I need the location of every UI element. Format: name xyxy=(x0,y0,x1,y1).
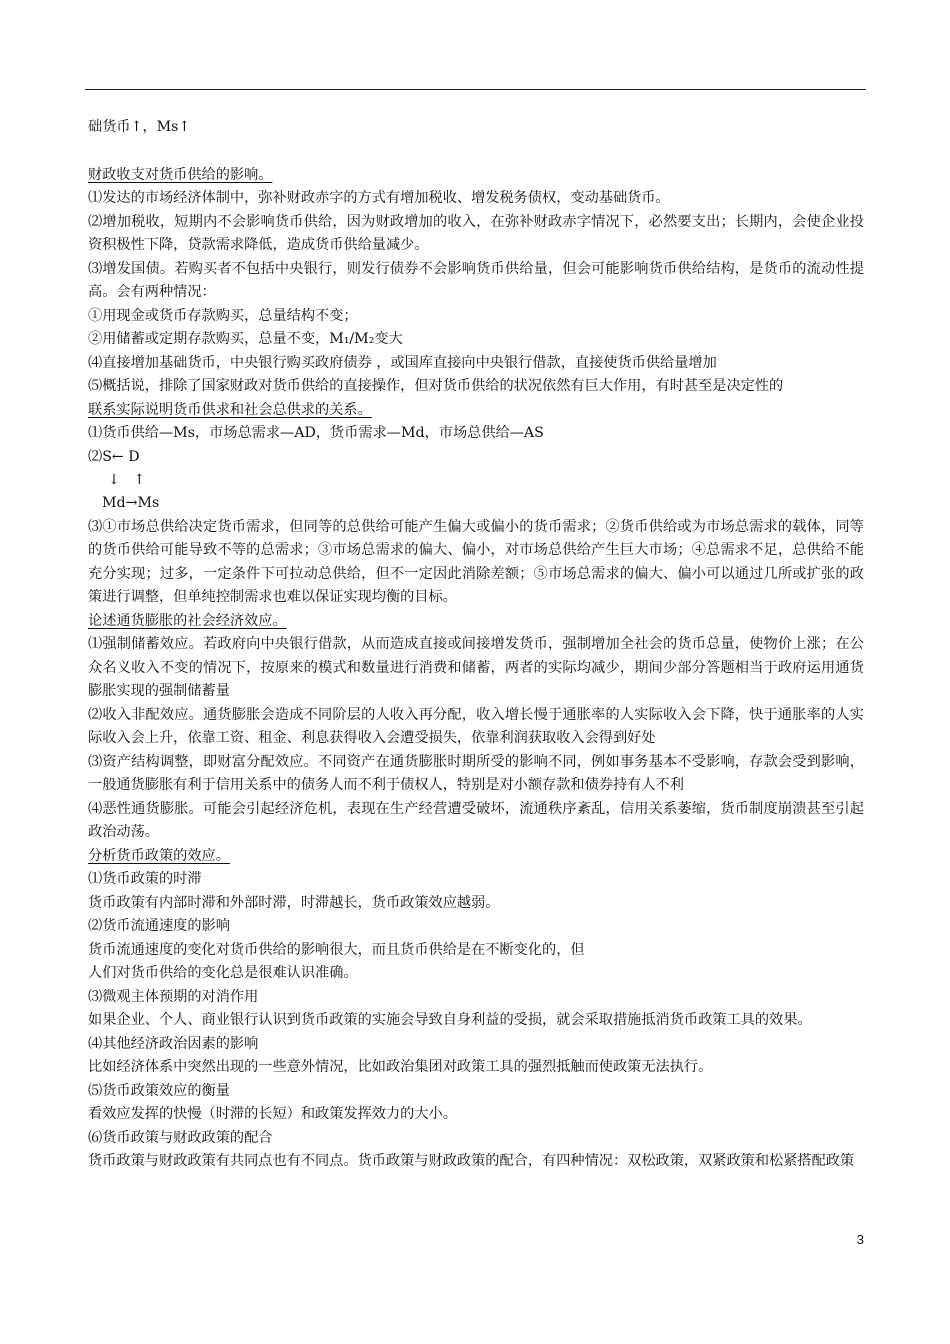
supply-demand-diagram xyxy=(88,446,864,516)
paragraph: ⑶微观主体预期的对消作用 xyxy=(88,988,259,1005)
paragraph: ⑷其他经济政治因素的影响 xyxy=(88,1035,259,1052)
paragraph: ⑸概括说，排除了国家财政对货币供给的直接操作，但对货币供给的状况依然有巨大作用，有时甚至是决定性的 xyxy=(88,378,784,394)
paragraph: ⑴强制储蓄效应。若政府向中央银行借款，从而造成直接或间接增发货币，强制增加全社会的货币总量，使物价上涨；在公众名义收入不变的情况下，按原来的模式和数量进行消费和储蓄，两者的实际均减少，期间少部分答题相当于政府运用通货膨胀实现的强制储蓄量 xyxy=(88,636,864,699)
text-line: 础货币↑，Ms↑ xyxy=(88,119,191,135)
paragraph: 货币流通速度的变化对货币供给的影响很大，而且货币供给是在不断变化的，但 xyxy=(88,941,585,958)
document-body xyxy=(88,116,864,1174)
diagram-arrows: ↓ ↑ xyxy=(108,471,146,488)
diagram-top: ⑵S← D xyxy=(88,448,140,465)
paragraph: ⑷恶性通货膨胀。可能会引起经济危机，表现在生产经营遭受破坏，流通秩序紊乱，信用关系萎缩，货币制度崩溃甚至引起政治动荡。 xyxy=(88,800,864,840)
paragraph: ⑷直接增加基础货币，中央银行购买政府债券 ，或国库直接向中央银行借款，直接使货币供给量增加 xyxy=(88,354,717,371)
section-heading: 联系实际说明货币供求和社会总供求的关系。 xyxy=(88,401,372,418)
paragraph: ⑵增加税收，短期内不会影响货币供给，因为财政增加的收入，在弥补财政赤字情况下，必然要支出；长期内，会使企业投资积极性下降，贷款需求降低，造成货币供给量减少。 xyxy=(88,213,864,253)
section-heading: 论述通货膨胀的社会经济效应。 xyxy=(88,612,287,629)
section-heading: 财政收支对货币供给的影响。 xyxy=(88,166,273,183)
paragraph: ⑴发达的市场经济体制中，弥补财政赤字的方式有增加税收、增发税务债权，变动基础货币。 xyxy=(88,190,670,206)
paragraph: ⑵收入非配效应。通货膨胀会造成不同阶层的人收入再分配，收入增长慢于通胀率的人实际收入会下降，快于通胀率的人实际收入会上升，依靠工资、租金、利息获得收入会遭受损失，依靠利润获取收入会得到好处 xyxy=(88,706,864,746)
paragraph: ②用储蓄或定期存款购买，总量不变，M₁/M₂变大 xyxy=(88,331,403,347)
paragraph: ⑴货币政策的时滞 xyxy=(88,871,202,887)
paragraph: 人们对货币供给的变化总是很难认识准确。 xyxy=(88,965,358,981)
paragraph: 货币政策有内部时滞和外部时滞，时滞越长，货币政策效应越弱。 xyxy=(88,894,500,911)
diagram-bottom: Md→Ms xyxy=(102,494,160,511)
paragraph: ⑶①市场总供给决定货币需求，但同等的总供给可能产生偏大或偏小的货币需求；②货币供给或为市场总需求的载体，同等的货币供给可能导致不等的总需求；③市场总需求的偏大、偏小，对市场总供给产生巨大市场；④总需求不足，总供给不能充分实现；过多，一定条件下可拉动总供给，但不一定因此消除差额；⑤市场总需求的偏大、偏小可以通过几所或扩张的政策进行调整，但单纯控制需求也难以保证实现均衡的目标。 xyxy=(88,518,864,605)
paragraph: 货币政策与财政政策有共同点也有不同点。货币政策与财政政策的配合，有四种情况：双松政策，双紧政策和松紧搭配政策 xyxy=(88,1153,855,1169)
paragraph: ⑶资产结构调整，即财富分配效应。不同资产在通货膨胀时期所受的影响不同，例如事务基本不受影响，存款会受到影响，一般通货膨胀有利于信用关系中的债务人而不利于债权人，特别是对小额存款和债券持有人不利 xyxy=(88,753,864,793)
paragraph: ⑴货币供给—Ms，市场总需求—AD，货币需求—Md，市场总供给—AS xyxy=(88,425,544,441)
paragraph: ⑶增发国债。若购买者不包括中央银行，则发行债券不会影响货币供给量，但会可能影响货币供给结构，是货币的流动性提高。会有两种情况： xyxy=(88,260,864,300)
paragraph: 如果企业、个人、商业银行认识到货币政策的实施会导致自身利益的受损，就会采取措施抵消货币政策工具的效果。 xyxy=(88,1012,812,1028)
paragraph: 看效应发挥的快慢（时滞的长短）和政策发挥效力的大小。 xyxy=(88,1106,457,1122)
page-number: 3 xyxy=(856,1232,864,1247)
paragraph: ⑵货币流通速度的影响 xyxy=(88,918,230,934)
paragraph: ①用现金或货币存款购买，总量结构不变； xyxy=(88,307,358,324)
paragraph: ⑹货币政策与财政政策的配合 xyxy=(88,1129,273,1146)
paragraph: 比如经济体系中突然出现的一些意外情况，比如政治集团对政策工具的强烈抵触而使政策无法执行。 xyxy=(88,1059,713,1075)
header-rule xyxy=(85,89,866,90)
paragraph: ⑸货币政策效应的衡量 xyxy=(88,1082,230,1099)
section-heading: 分析货币政策的效应。 xyxy=(88,847,230,864)
